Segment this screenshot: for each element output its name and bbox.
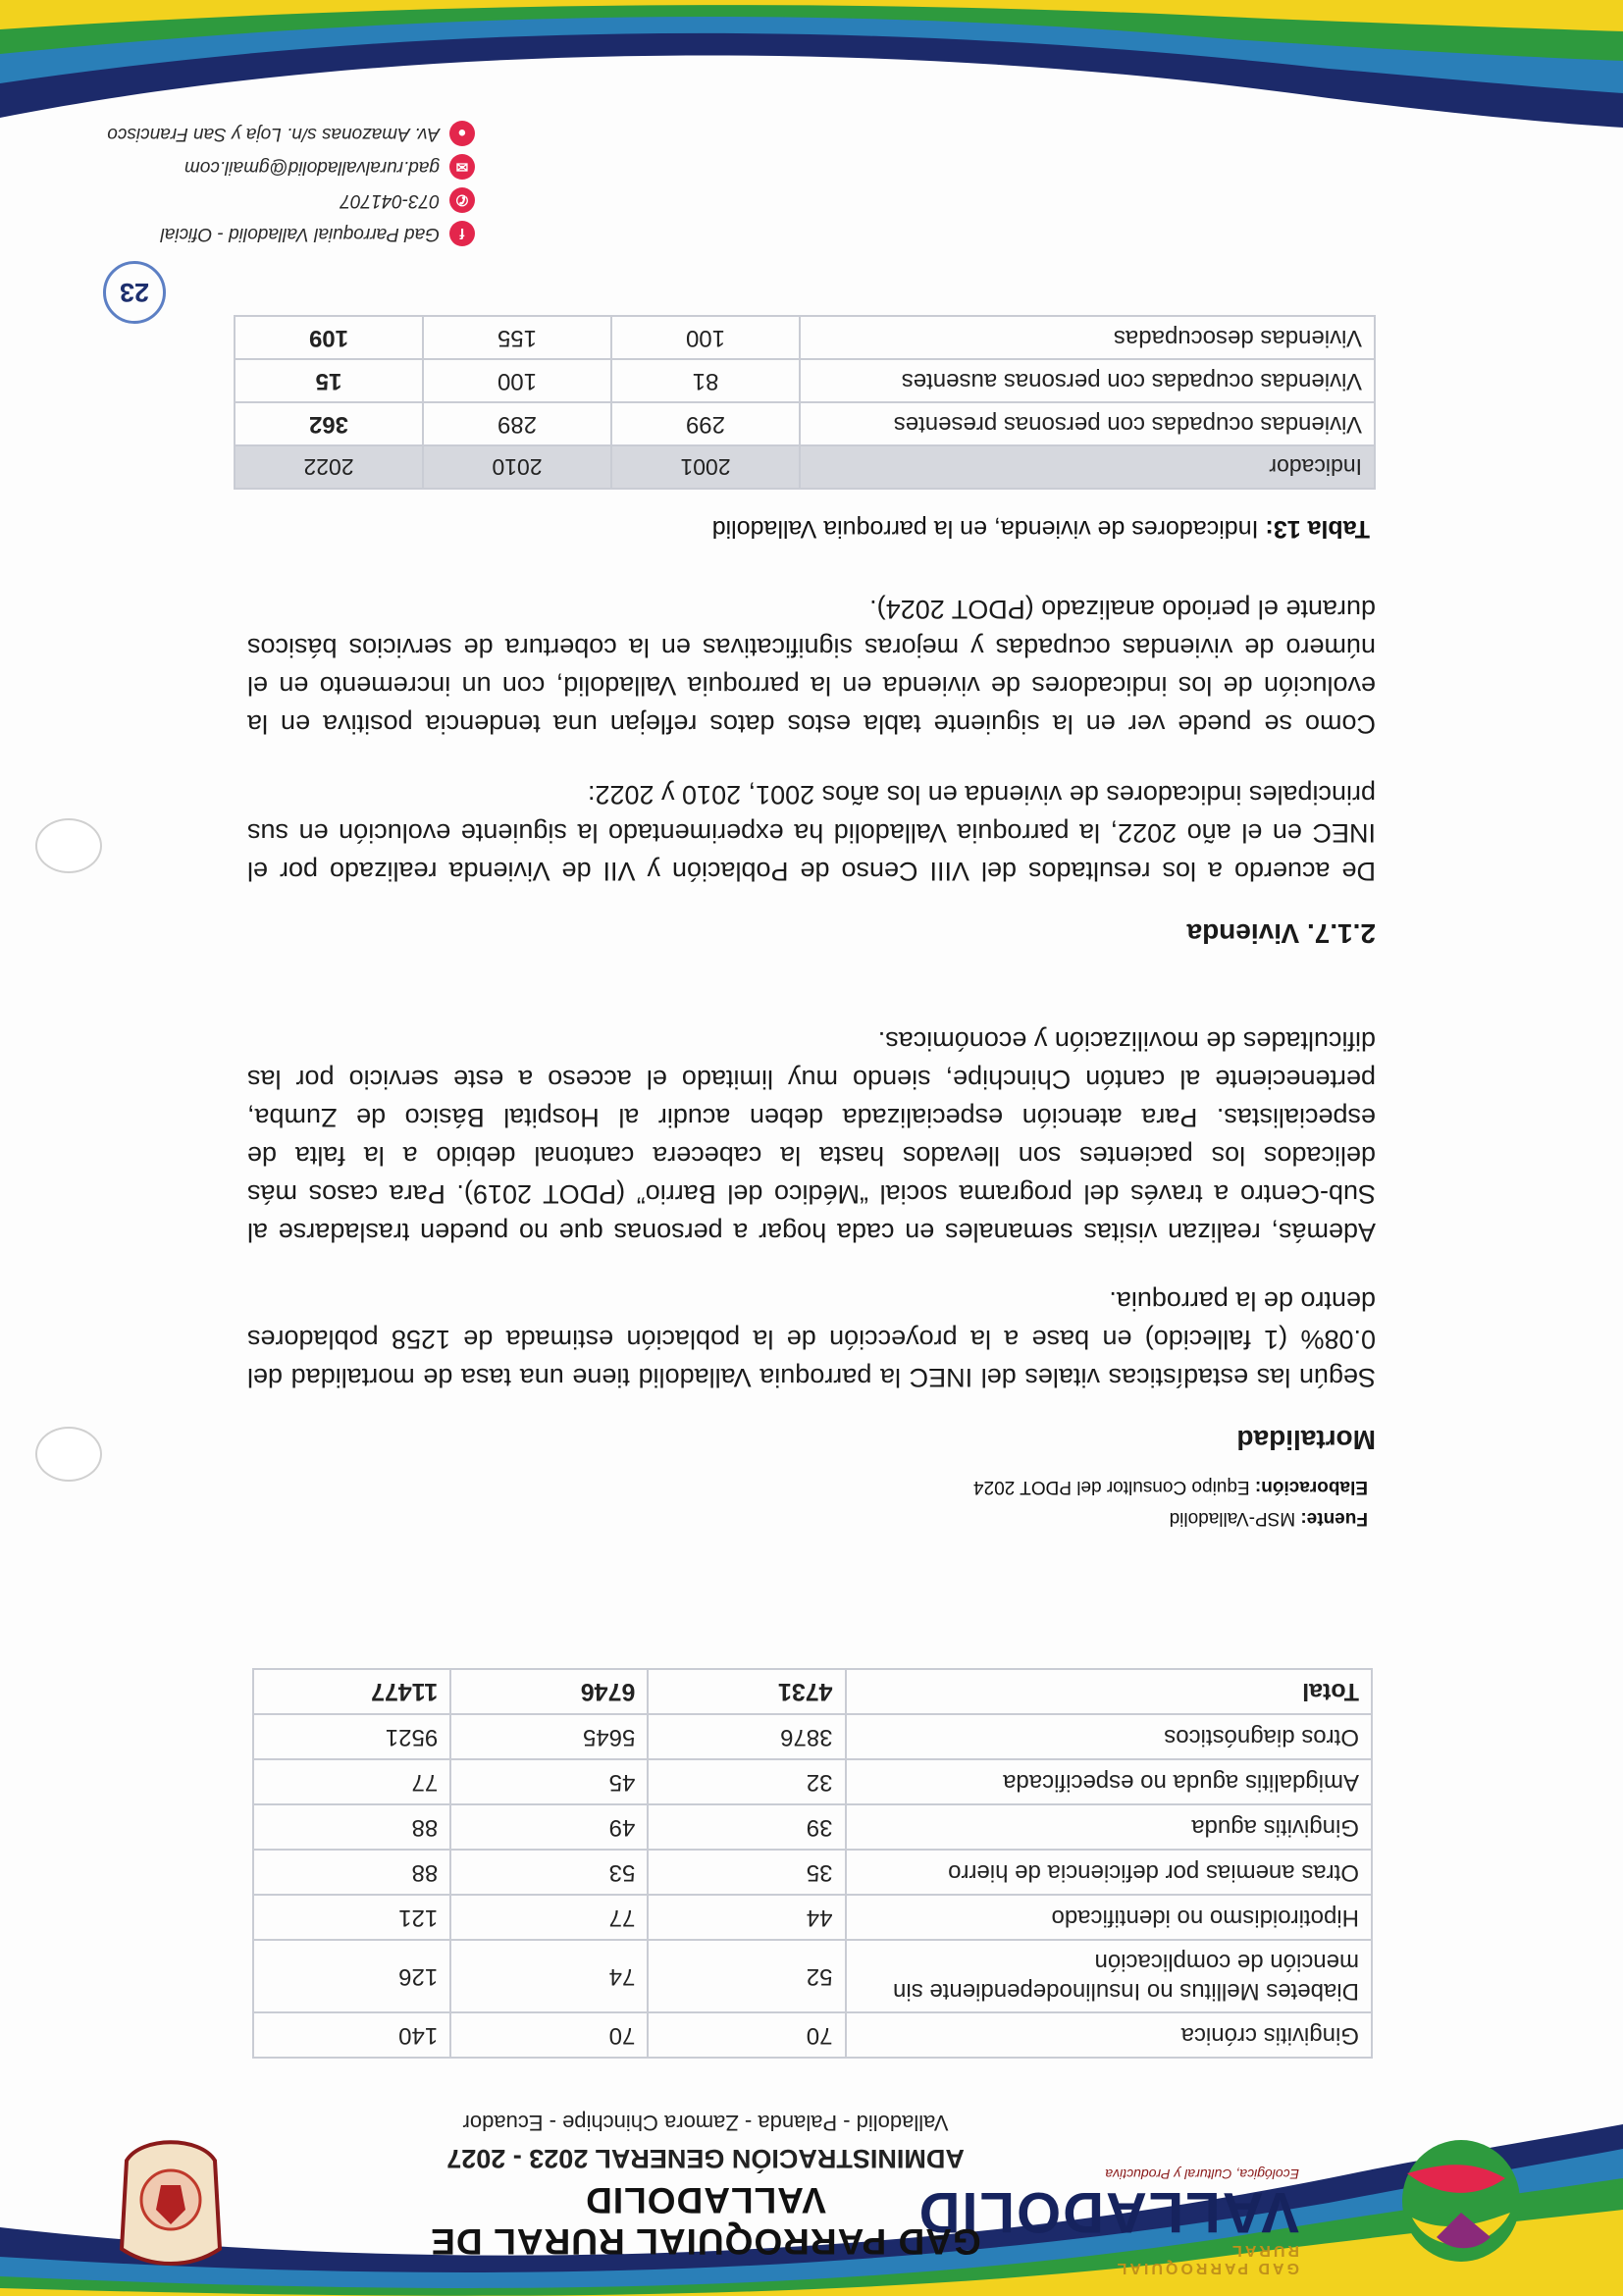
logo-subtitle: GAD PARROQUIAL RURAL bbox=[1114, 2242, 1299, 2276]
table-cell: 9521 bbox=[253, 1714, 450, 1759]
table-cell: Gingivitis crónica bbox=[846, 2012, 1372, 2058]
table-elaboration bbox=[973, 1476, 1368, 1497]
table-cell: 4731 bbox=[648, 1669, 845, 1714]
caption-text: Indicadores de vivienda, en la parroquia Valladolid bbox=[711, 515, 1266, 543]
table-row bbox=[235, 316, 1375, 359]
parish-crest-icon bbox=[112, 2121, 230, 2269]
table-cell: 88 bbox=[253, 1850, 450, 1895]
email-icon: ✉ bbox=[449, 154, 475, 180]
logo-tagline: Ecológica, Cultural y Productiva bbox=[1105, 2166, 1299, 2182]
logo-title: VALLADOLID bbox=[916, 2180, 1299, 2244]
table-header-row bbox=[235, 445, 1375, 489]
table-cell: 15 bbox=[235, 359, 423, 402]
caption-label: Tabla 13: bbox=[1265, 515, 1370, 543]
table-cell: Otros diagnósticos bbox=[846, 1714, 1372, 1759]
paragraph-vivienda-1: De acuerdo a los resultados del VIII Censo de Población y VII de Vivienda realizado por el INEC en el año 2022, la parroquia Valladolid ha experimentado la siguiente evolución en sus principales indicadores de vivienda en los años 2001, 2010 y 2022: bbox=[247, 780, 1376, 886]
table-cell: Total bbox=[846, 1669, 1372, 1714]
table-cell: 155 bbox=[423, 316, 611, 359]
table-cell: 70 bbox=[450, 2012, 648, 2058]
table-cell: 88 bbox=[253, 1804, 450, 1850]
header-title: GAD PARROQUIAL RURAL DE VALLADOLID bbox=[430, 2180, 981, 2262]
table-cell: 109 bbox=[235, 316, 423, 359]
table-cell: 3876 bbox=[648, 1714, 845, 1759]
table-row bbox=[253, 1759, 1372, 1804]
source-label: Fuente: bbox=[1300, 1508, 1368, 1529]
table-cell: 77 bbox=[253, 1759, 450, 1804]
table-header-cell: 2010 bbox=[423, 445, 611, 489]
table-caption bbox=[712, 514, 1370, 543]
table-cell: 35 bbox=[648, 1850, 845, 1895]
table-cell: 70 bbox=[648, 2012, 845, 2058]
housing-table bbox=[234, 315, 1376, 490]
table-cell: Gingivitis aguda bbox=[846, 1804, 1372, 1850]
table-cell: 299 bbox=[611, 402, 800, 445]
table-cell: Viviendas desocupadas bbox=[800, 316, 1375, 359]
section-heading-vivienda: 2.1.7. Vivienda bbox=[1186, 918, 1376, 949]
table-cell: 45 bbox=[450, 1759, 648, 1804]
table-row bbox=[253, 1895, 1372, 1940]
table-source bbox=[1170, 1507, 1368, 1529]
paragraph-mortalidad-1: Según las estadísticas vitales del INEC la parroquia Valladolid tiene una tasa de mortalidad del 0.08% (1 fallecido) en base a la proyección de la población estimada de 1258 pobladores dentro de la parroquia. bbox=[247, 1286, 1376, 1392]
phone-text: 073-041707 bbox=[340, 190, 440, 211]
table-cell: 121 bbox=[253, 1895, 450, 1940]
table-header-cell: Indicador bbox=[800, 445, 1375, 489]
table-cell: 100 bbox=[611, 316, 800, 359]
table-cell: Amigdalitis aguda no especificada bbox=[846, 1759, 1372, 1804]
table-cell: 53 bbox=[450, 1850, 648, 1895]
punch-hole bbox=[35, 818, 102, 873]
table-row bbox=[253, 2012, 1372, 2058]
diseases-table bbox=[252, 1668, 1373, 2059]
location-pin-icon: ● bbox=[449, 121, 475, 146]
table-cell: Viviendas ocupadas con personas presentes bbox=[800, 402, 1375, 445]
table-row bbox=[253, 1804, 1372, 1850]
facebook-text: Gad Parroquial Valladolid - Oficial bbox=[160, 224, 440, 244]
table-cell: 11477 bbox=[253, 1669, 450, 1714]
elaboration-label: Elaboración: bbox=[1254, 1477, 1368, 1497]
table-row bbox=[235, 359, 1375, 402]
table-row bbox=[253, 1714, 1372, 1759]
table-cell: 39 bbox=[648, 1804, 845, 1850]
table-cell: 5645 bbox=[450, 1714, 648, 1759]
table-cell: 44 bbox=[648, 1895, 845, 1940]
table-cell: 289 bbox=[423, 402, 611, 445]
contact-facebook[interactable] bbox=[82, 217, 475, 250]
valladolid-logo-icon bbox=[1304, 2129, 1530, 2271]
punch-hole bbox=[35, 1427, 102, 1482]
table-cell: 49 bbox=[450, 1804, 648, 1850]
table-cell: Otras anemias por deficiencia de hierro bbox=[846, 1850, 1372, 1895]
table-total-row bbox=[253, 1669, 1372, 1714]
email-text: gad.ruralvalladolid@gmail.com bbox=[183, 157, 440, 178]
contact-email[interactable] bbox=[82, 150, 475, 183]
table-cell: 140 bbox=[253, 2012, 450, 2058]
table-cell: 6746 bbox=[450, 1669, 648, 1714]
phone-icon: ✆ bbox=[449, 187, 475, 213]
table-row bbox=[253, 1940, 1372, 2012]
table-row bbox=[253, 1850, 1372, 1895]
contact-phone[interactable] bbox=[82, 183, 475, 217]
table-cell: 81 bbox=[611, 359, 800, 402]
table-row bbox=[235, 402, 1375, 445]
header-location: Valladolid - Palanda - Zamora Chinchipe - Ecuador bbox=[462, 2111, 949, 2135]
table-cell: Viviendas ocupadas con personas ausentes bbox=[800, 359, 1375, 402]
section-heading-mortalidad: Mortalidad bbox=[1236, 1425, 1376, 1455]
table-cell: 52 bbox=[648, 1940, 845, 2012]
elaboration-text: Equipo Consultor del PDOT 2024 bbox=[972, 1477, 1255, 1497]
table-cell: 32 bbox=[648, 1759, 845, 1804]
table-cell: Hipotiroidismo no identificado bbox=[846, 1895, 1372, 1940]
table-cell: Diabetes Mellitus no Insulinodependiente sin mención de complicación bbox=[846, 1940, 1372, 2012]
table-header-cell: 2001 bbox=[611, 445, 800, 489]
footer-wave-band bbox=[0, 0, 1623, 137]
paragraph-mortalidad-2: Además, realizan visitas semanales en cada hogar a personas que no pueden trasladarse al Sub-Centro a través del programa social “Médico del Barrio” (PDOT 2019). Para casos más delicados los pacientes son llevados hasta la cabecera cantonal debido a la falta de especialistas. Para atención especializada deben acudir al Hospital Básico de Zumba, perteneciente al cantón Chinchipe, siendo muy limitado el acceso a este servicio por las dificultades de movilización y económicas. bbox=[247, 1026, 1376, 1247]
page-number: 23 bbox=[103, 261, 166, 324]
table-header-cell: 2022 bbox=[235, 445, 423, 489]
address-text: Av. Amazonas s/n. Loja y San Francisco bbox=[107, 124, 440, 144]
paragraph-vivienda-2: Como se puede ver en la siguiente tabla estos datos reflejan una tendencia positiva en la evolución de los indicadores de vivienda en la parroquia Valladolid, con un incremento en el número de viviendas ocupadas y mejoras significativas en la cobertura de servicios básicos durante el periodo analizado (PDOT 2024). bbox=[247, 595, 1376, 739]
table-cell: 77 bbox=[450, 1895, 648, 1940]
page-header bbox=[338, 2110, 1073, 2262]
header-admin: ADMINISTRACIÓN GENERAL 2023 - 2027 bbox=[446, 2144, 965, 2173]
source-text: MSP-Valladolid bbox=[1169, 1508, 1301, 1529]
table-cell: 126 bbox=[253, 1940, 450, 2012]
table-cell: 100 bbox=[423, 359, 611, 402]
table-cell: 362 bbox=[235, 402, 423, 445]
table-cell: 74 bbox=[450, 1940, 648, 2012]
facebook-icon: f bbox=[449, 221, 475, 246]
